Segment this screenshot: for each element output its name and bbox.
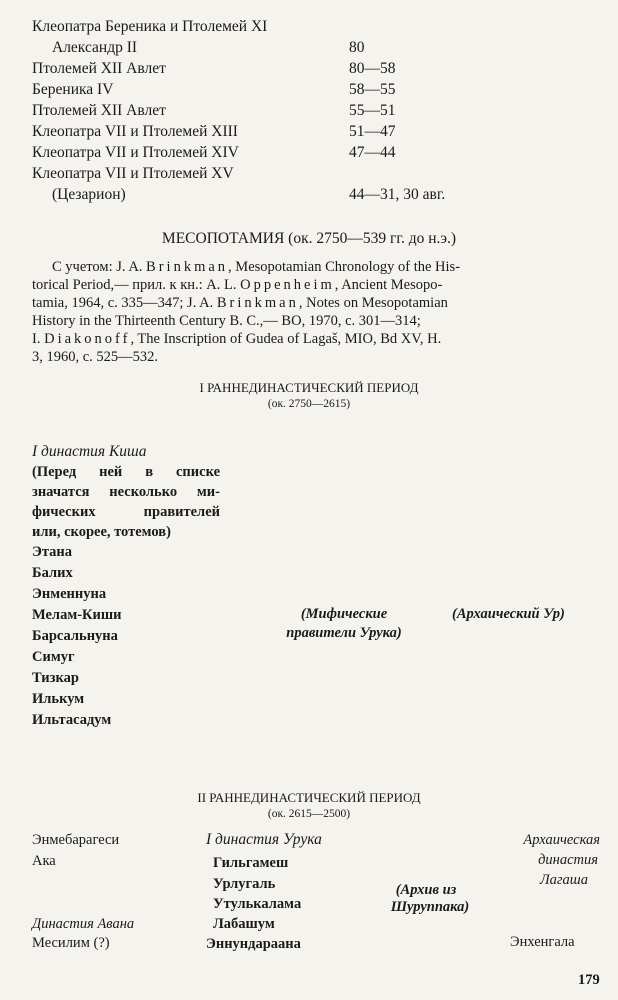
ruler-name: Эннундараана bbox=[206, 936, 301, 952]
dynasty-heading: династия bbox=[538, 852, 598, 868]
reference-text: , Mesopotamian Chronology of the His- bbox=[228, 259, 461, 275]
ruler-name: Энхенгала bbox=[510, 934, 575, 950]
ruler-years: 51—47 bbox=[349, 123, 396, 140]
reference-text: tamia, 1964, с. 335—347; J. A. bbox=[32, 295, 217, 311]
ruler-name: Гильгамеш bbox=[213, 855, 289, 871]
author-name: Brinkman bbox=[146, 259, 229, 275]
ruler-name: Ака bbox=[32, 853, 56, 869]
ruler-name: Клеопатра Береника и Птолемей XI bbox=[32, 18, 268, 35]
uruk-mythic-label: (Мифические bbox=[300, 606, 388, 622]
ruler-name: Александр II bbox=[52, 39, 138, 56]
ruler-years: 47—44 bbox=[349, 144, 396, 161]
dynasty-heading: Династия Авана bbox=[32, 916, 135, 932]
section-heading: МЕСОПОТАМИЯ (ок. 2750—539 гг. до н.э.) bbox=[161, 230, 457, 247]
ruler-name: Барсальнуна bbox=[32, 628, 118, 644]
ruler-years: 80 bbox=[349, 39, 365, 56]
ruler-name: Илькум bbox=[32, 691, 85, 707]
period-dates: (ок. 2750—2615) bbox=[267, 398, 351, 410]
dynasty-heading: Лагаша bbox=[539, 872, 588, 888]
author-name: Diakonoff bbox=[44, 331, 131, 347]
ruler-name: Мелам-Киши bbox=[32, 607, 122, 623]
ruler-name: Птолемей XII Авлет bbox=[32, 60, 166, 77]
ruler-name: (Цезарион) bbox=[52, 186, 126, 203]
ruler-name: Клеопатра VII и Птолемей XV bbox=[32, 165, 234, 182]
uruk-mythic-label: правители Урука) bbox=[286, 625, 402, 641]
author-name: Brinkman bbox=[216, 295, 299, 311]
period-title: II РАННЕДИНАСТИЧЕСКИЙ ПЕРИОД bbox=[197, 790, 421, 805]
ruler-years: 55—51 bbox=[349, 102, 396, 119]
reference-text: torical Period,— прил. к кн.: A. L. bbox=[32, 277, 241, 293]
ruler-name: Береника IV bbox=[32, 81, 114, 98]
ruler-name: Клеопатра VII и Птолемей XIII bbox=[32, 123, 238, 140]
ruler-name: Лабашум bbox=[213, 916, 275, 932]
ruler-name: Месилим (?) bbox=[32, 935, 110, 951]
ruler-name: Энменнуна bbox=[32, 586, 107, 602]
reference-line bbox=[32, 331, 441, 348]
ruler-name: Балих bbox=[32, 565, 73, 581]
period-title: I РАННЕДИНАСТИЧЕСКИЙ ПЕРИОД bbox=[199, 380, 419, 395]
ruler-years: 58—55 bbox=[349, 81, 396, 98]
ruler-name: Этана bbox=[32, 544, 72, 560]
ruler-years: 80—58 bbox=[349, 60, 396, 77]
shuruppak-label: Шуруппака) bbox=[390, 899, 470, 915]
page-number: 179 bbox=[578, 972, 600, 988]
dynasty-heading: I династия Урука bbox=[206, 831, 322, 848]
note-line: (Перед ней в списке bbox=[32, 464, 220, 480]
shuruppak-label: (Архив из bbox=[395, 882, 457, 898]
ruler-name: Клеопатра VII и Птолемей XIV bbox=[32, 144, 239, 161]
reference-text: I. bbox=[32, 331, 45, 347]
reference-text: , Notes on Mesopotamian bbox=[298, 295, 448, 311]
archaic-ur-label: (Архаический Ур) bbox=[452, 606, 565, 622]
reference-text: С учетом: J. A. bbox=[52, 259, 147, 275]
note-line: значатся несколько ми- bbox=[32, 484, 220, 500]
reference-line bbox=[32, 295, 448, 312]
ruler-name: Утулькалама bbox=[213, 896, 302, 912]
ruler-name: Урлугаль bbox=[213, 876, 276, 892]
author-name: Oppenheim bbox=[240, 277, 335, 293]
ruler-name: Симуг bbox=[32, 649, 75, 665]
reference-text: , Ancient Mesopo- bbox=[334, 277, 443, 293]
note-line: фических правителей bbox=[32, 504, 220, 520]
reference-text: , The Inscription of Gudea of Lagaš, MIO, Bd XV, H. bbox=[130, 331, 442, 347]
reference-line: History in the Thirteenth Century B. C.,— BO, 1970, с. 301—314; bbox=[32, 313, 421, 329]
reference-line: 3, 1960, с. 525—532. bbox=[32, 349, 159, 365]
ruler-name: Птолемей XII Авлет bbox=[32, 102, 166, 119]
ruler-name: Ильтасадум bbox=[32, 712, 112, 728]
dynasty-heading: I династия Киша bbox=[32, 443, 147, 460]
reference-line bbox=[32, 277, 442, 294]
period-dates: (ок. 2615—2500) bbox=[267, 808, 351, 820]
dynasty-heading: Архаическая bbox=[523, 832, 600, 848]
note-line: или, скорее, тотемов) bbox=[32, 524, 171, 540]
ruler-name: Тизкар bbox=[32, 670, 79, 686]
ruler-name: Энмебарагеси bbox=[32, 832, 120, 848]
reference-line bbox=[52, 259, 592, 276]
ruler-years: 44—31, 30 авг. bbox=[349, 186, 446, 203]
